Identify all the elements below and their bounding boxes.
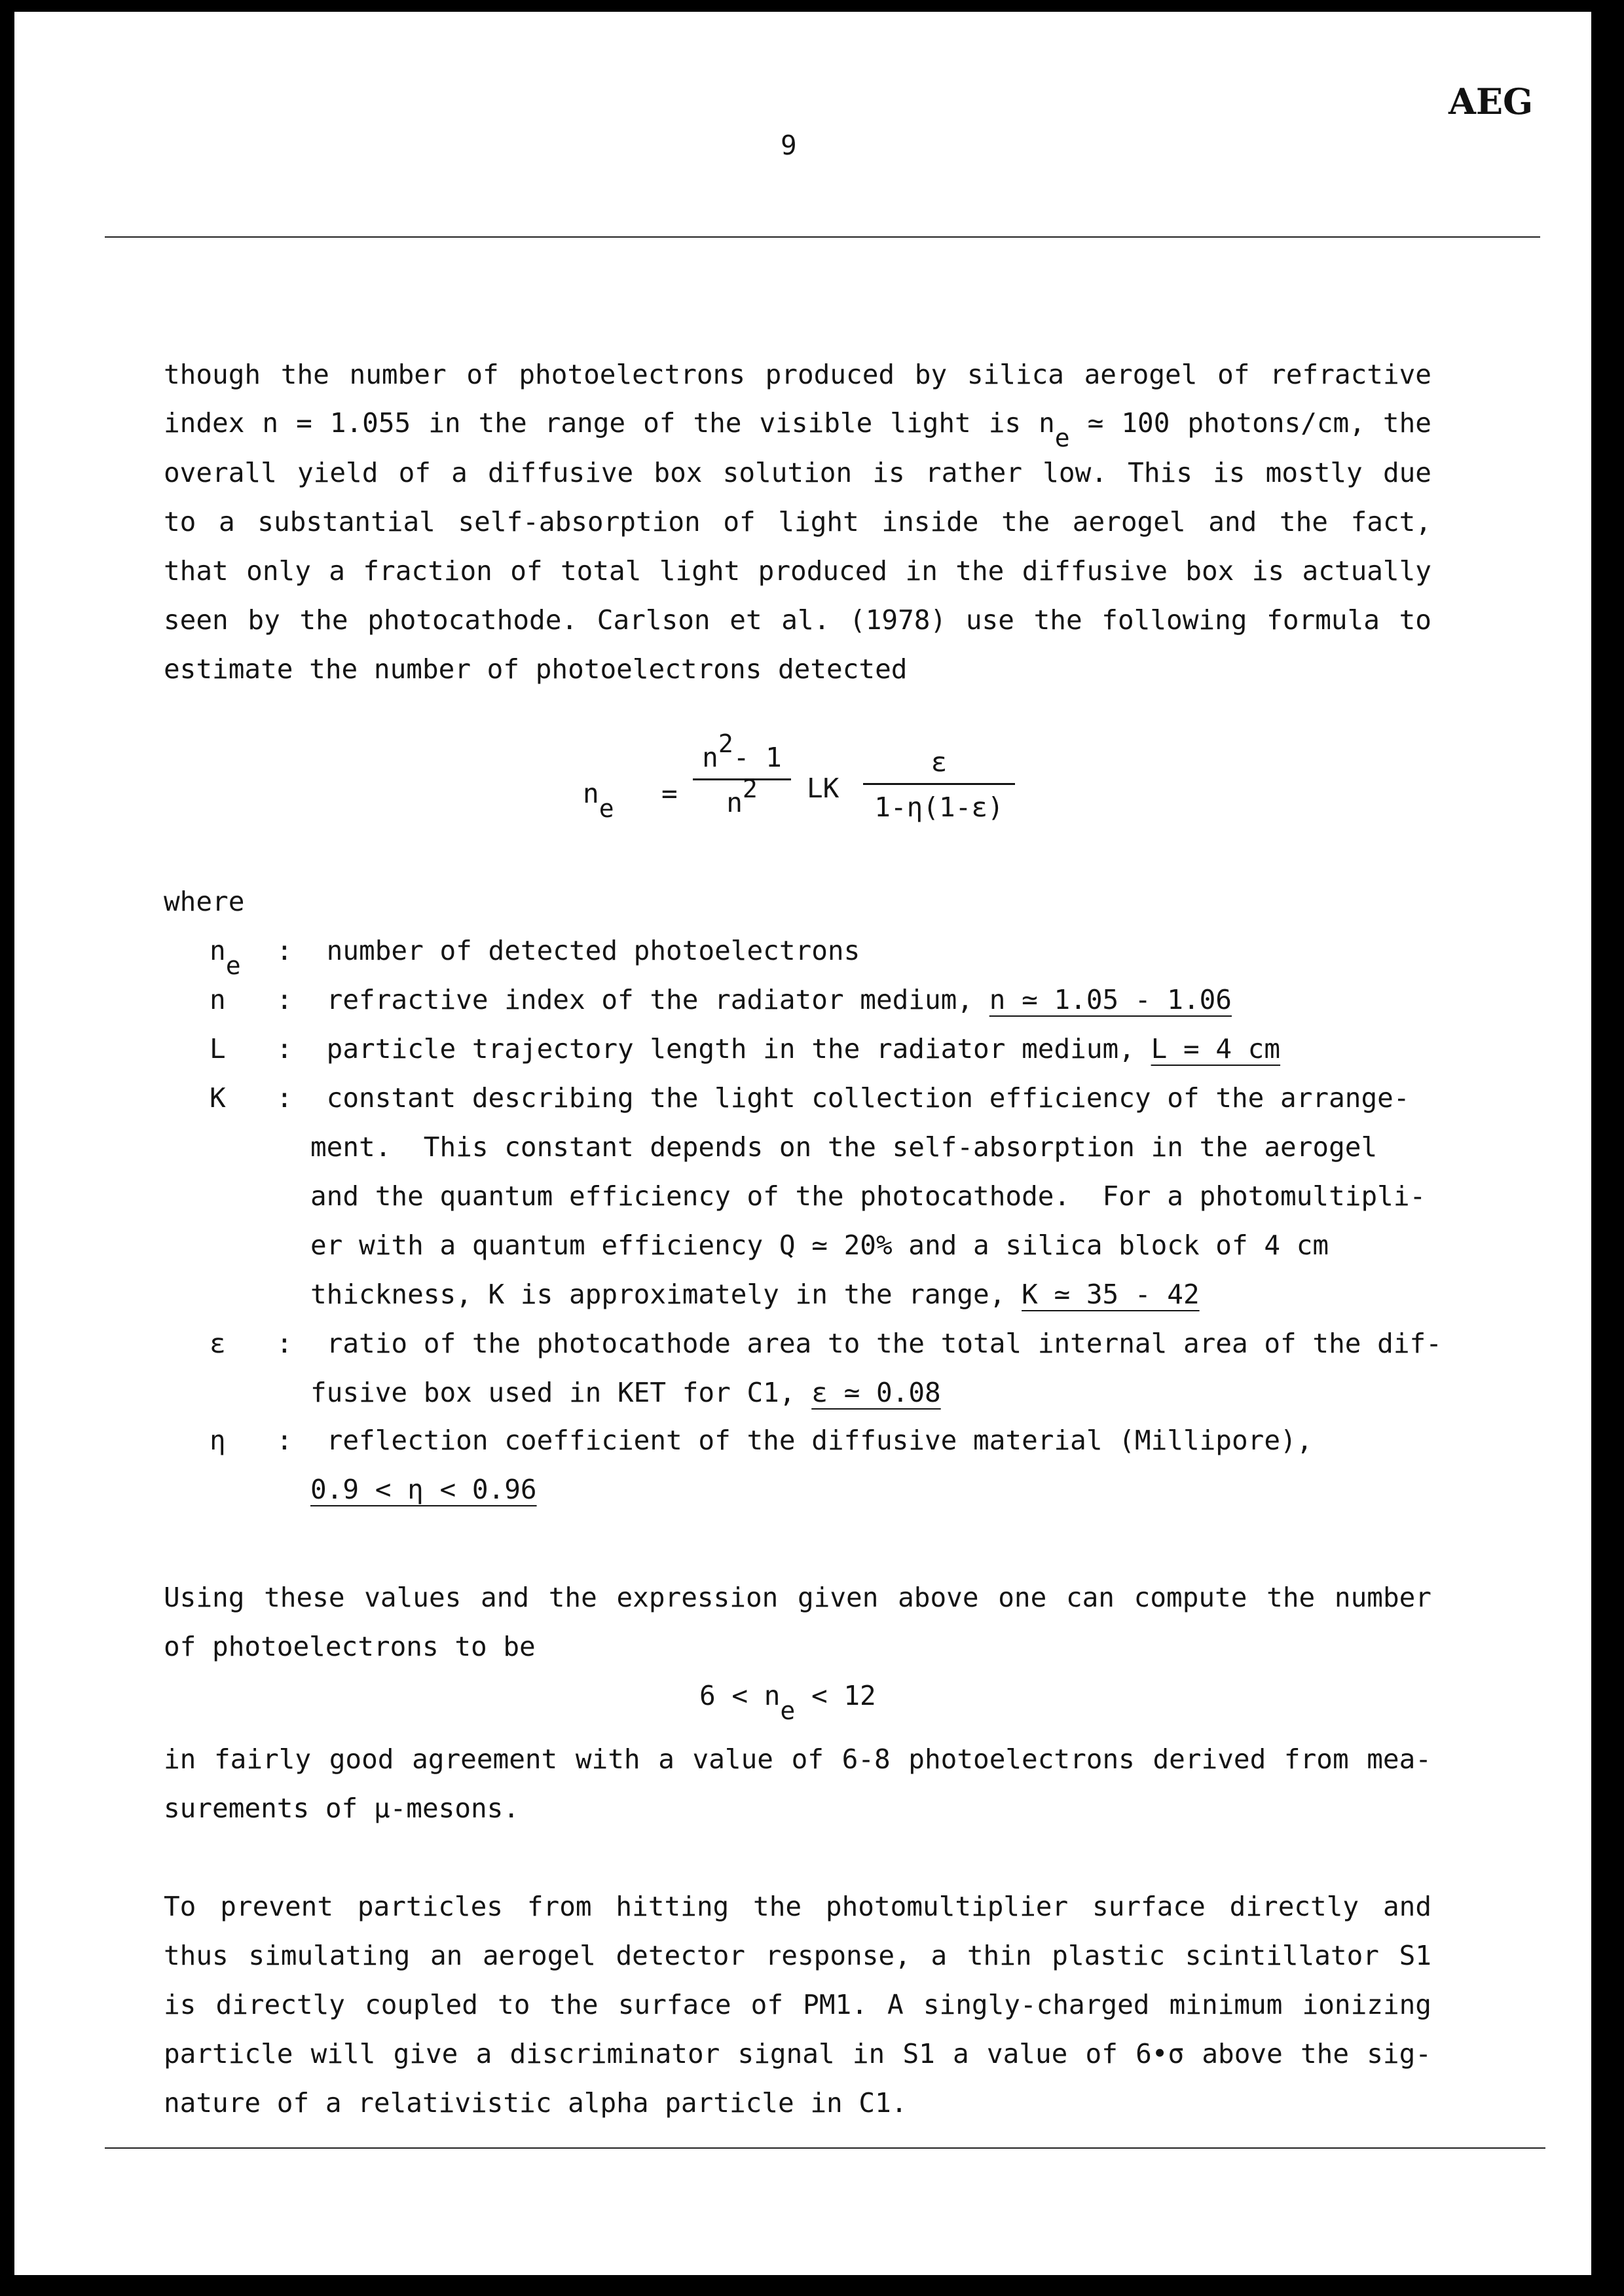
text-line: though the number of photoelectrons produced by silica aerogel of refractive	[164, 359, 1431, 390]
text-line: To prevent particles from hitting the photomultiplier surface directly and	[164, 1891, 1431, 1922]
text-line: particle will give a discriminator signal in S1 a value of 6•σ above the sig-	[164, 2038, 1431, 2069]
page-number: 9	[781, 130, 797, 161]
formula-fraction-2: $\frac{\varepsilon}{1-\eta(1-\varepsilon)}$	[863, 746, 1015, 823]
text-line: surements of μ-mesons.	[164, 1793, 520, 1824]
text-line: index n = 1.055 in the range of the visible light is $n_e$ ≃ 100 photons/cm, the	[164, 407, 1431, 452]
company-logo: AEG	[1449, 81, 1534, 122]
text-line: is directly coupled to the surface of PM1. A singly-charged minimum ionizing	[164, 1989, 1431, 2020]
text-line: thus simulating an aerogel detector response, a thin plastic scintillator S1	[164, 1940, 1431, 1971]
bottom-divider	[105, 2147, 1545, 2149]
top-divider	[105, 236, 1540, 238]
text-line: nature of a relativistic alpha particle in C1.	[164, 2087, 908, 2119]
where-label: where	[164, 886, 245, 917]
text-line: to a substantial self-absorption of light inside the aerogel and the fact,	[164, 506, 1431, 538]
text-line: Using these values and the expression given above one can compute the number	[164, 1582, 1431, 1613]
formula-lk: LK	[807, 773, 840, 804]
text-line: estimate the number of photoelectrons detected	[164, 653, 908, 685]
formula-fraction-1: $\frac{n^2- 1}{n^2}$	[693, 742, 791, 818]
text-line: overall yield of a diffusive box solution is rather low. This is mostly due	[164, 457, 1431, 488]
formula-lhs: $n_e$	[583, 778, 614, 823]
text-line: of photoelectrons to be	[164, 1631, 536, 1662]
text-line: in fairly good agreement with a value of 6-8 photoelectrons derived from mea-	[164, 1743, 1431, 1775]
document-page: AEG 9 though the number of photoelectrons produced by silica aerogel of refractive index n = 1.055 in the range of the visible light is $n_e$ ≃ 100 photons/cm, the overall yield of a diffusive box solution is rather low. This is mostly due to a substantial self-absorption of light inside the aerogel and the fact, that only a fraction of total light produced in the diffusive box is actually seen by the photocathode. Carlson et al. (1978) use the following formula to estimate the number of photoelectrons detected $n_e$ = $\frac{n^2- 1}{n^2}$ LK $\frac{\varepsilon}{1-\eta(1-\varepsilon)}$ where $n_e$ : number of detected photoelectrons n : refractive index of the radiator medium, n ≃ 1.05 - 1.06 L : particle trajectory length in the radiator medium, L = 4 cm K : constant describing the light collection efficiency of the arrange- ment. This constant depends on the self-absorption in the aerogel and the quantum efficiency of the photocathode. For a photomultipli- er with a quantum efficiency Q ≃ 20% and a silica block of 4 cm thickness, K is approximately in the range, K ≃ 35 - 42 ε : ratio of the photocathode area to the total internal area of the dif- fusive box used in KET for C1, ε ≃ 0.08 η : reflection coefficient of the diffusive material (Millipore), 0.9 < η < 0.96 Using these values and the expression given above one can compute the number of photoelectrons to be $6 < n_e < 12$ in fairly good agreement with a value of 6-8 photoelectrons derived from mea- surements of μ-mesons. To prevent particles from hitting the photomultiplier surface directly and thus simulating an aerogel detector response, a thin plastic scintillator S1 is directly coupled to the surface of PM1. A singly-charged minimum ionizing particle will give a discriminator signal in S1 a value of 6•σ above the sig- nature of a relativistic alpha particle in C1.	[14, 12, 1591, 2275]
inline-result: $6 < n_e < 12$	[699, 1680, 876, 1725]
text-line: that only a fraction of total light produced in the diffusive box is actually	[164, 555, 1431, 587]
formula-equals: =	[661, 778, 678, 809]
text-line: seen by the photocathode. Carlson et al. (1978) use the following formula to	[164, 604, 1431, 636]
